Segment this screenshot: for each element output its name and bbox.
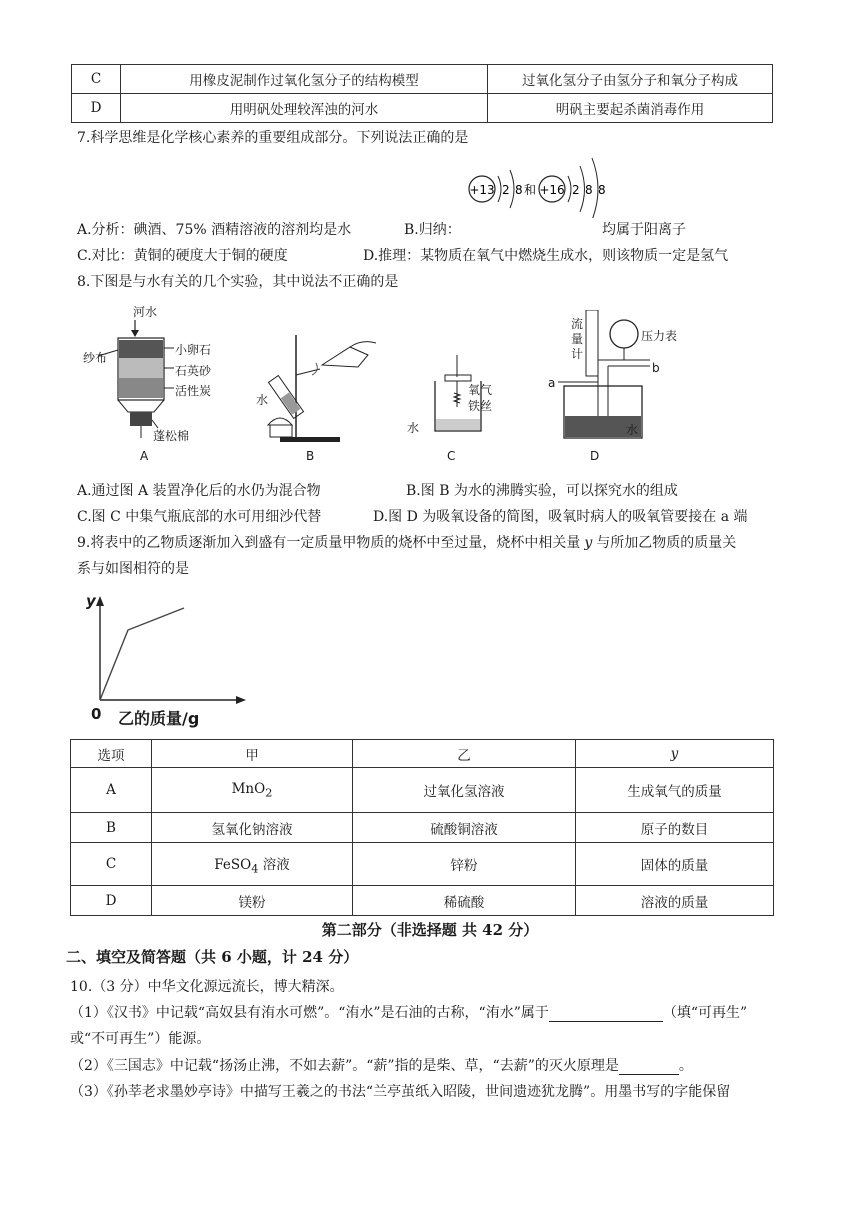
fig-c-label-wire: 铁丝 [468,399,493,413]
q10-stem: 10.（3 分）中华文化源远流长，博大精深。 [70,979,344,995]
fig-b-letter: B [306,449,315,463]
q9-stem-var: y [584,535,593,551]
fig-a-label-river: 河水 [133,305,158,319]
part2-title: 第二部分（非选择题 共 42 分） [321,921,539,939]
fig-d-label-flow: 计 [571,347,584,361]
table-cell-yi: 稀硫酸 [353,886,576,916]
join-word: 和 [524,183,537,197]
graph-origin: 0 [91,705,102,723]
q9-stem-part1: 9.将表中的乙物质逐渐加入到盛有一定质量甲物质的烧杯中至过量，烧杯中相关量 [77,535,581,551]
table-cell-option: C [71,843,152,886]
fig-b-label-water: 水 [256,393,269,407]
table-cell-option: B [71,813,152,843]
q7-option-b-prefix: B.归纳： [404,222,461,238]
option-letter: D [72,94,121,123]
q8-option-d: D.图 D 为吸氧设备的简图，吸氧时病人的吸氧管要接在 a 端 [373,509,748,525]
electron-count: 8 [585,183,593,197]
q9-stem-cont: 系与如图相符的是 [77,561,189,577]
q9-stem [77,532,736,552]
answer-blank[interactable] [619,1060,679,1075]
q8-option-c: C.图 C 中集气瓶底部的水可用细沙代替 [77,509,322,525]
q10-sub1-hint: （填“可再生” [662,1005,748,1021]
table-cell-y: 原子的数目 [576,813,774,843]
q7-option-b-suffix: 均属于阳离子 [602,222,686,238]
table-header: 乙 [353,740,576,768]
q8-option-a: A.通过图 A 装置净化后的水仍为混合物 [77,483,321,499]
table-cell-jia: 镁粉 [152,886,353,916]
table-cell-y: 溶液的质量 [576,886,774,916]
ion-structure-diagram [458,148,628,218]
table-cell-option: A [71,768,152,813]
answer-blank[interactable] [549,1007,663,1022]
nucleus-label-1: +13 [469,183,495,197]
fig-d-label-water: 水 [626,423,639,437]
q10-sub3: （3）《孙莘老求墨妙亭诗》中描写王羲之的书法“兰亭茧纸入昭陵，世间遗迹犹龙腾”。用墨书写的字能保留 [70,1084,731,1100]
formula-subscript: 4 [251,862,259,876]
figure-c-iron-burning [425,355,505,440]
table-cell-y: 固体的质量 [576,843,774,886]
fig-a-label-layer: 小卵石 [175,343,212,357]
formula: MnO [231,780,266,797]
fig-d-label-gauge: 压力表 [641,329,678,343]
electron-count: 8 [598,183,606,197]
table-cell-jia [152,768,353,813]
graph-y-label: y [86,592,96,610]
q9-graph [80,590,250,725]
fig-c-label-oxygen: 氧气 [468,383,493,397]
top-options-table [71,64,773,123]
fig-a-label-layer: 石英砂 [175,364,212,378]
formula-subscript: 2 [265,786,273,800]
figure-b-boiling [250,325,390,450]
electron-count: 8 [515,183,523,197]
q10-sub1 [70,1002,747,1022]
q7-option-d: D.推理：某物质在氧气中燃烧生成水，则该物质一定是氢气 [363,248,729,264]
fig-a-letter: A [140,449,149,463]
option-explanation: 明矾主要起杀菌消毒作用 [488,94,773,123]
fig-d-label-flow: 量 [571,332,584,346]
table-header: y [576,740,774,768]
q10-sub1-text: （1）《汉书》中记载“高奴县有洧水可燃”。“洧水”是石油的古称，“洧水”属于 [70,1005,549,1021]
table-cell-yi: 过氧化氢溶液 [353,768,576,813]
fig-d-label-flow: 流 [571,317,584,331]
fig-d-label-a: a [548,376,556,390]
fig-c-letter: C [447,449,456,463]
q9-table [70,739,774,916]
nucleus-label-2: +16 [539,183,565,197]
q10-sub2-text: （2）《三国志》中记载“扬汤止沸，不如去薪”。“薪”指的是柴、草，“去薪”的灭火原理是 [70,1058,619,1074]
fig-c-label-water: 水 [407,421,420,435]
section-title: 二、填空及简答题（共 6 小题，计 24 分） [66,948,359,966]
q9-stem-part2: 与所加乙物质的质量关 [596,535,737,551]
graph-x-label: 乙的质量/g [118,709,200,728]
table-header: 选项 [71,740,152,768]
table-header: 甲 [152,740,353,768]
q7-option-c: C.对比：黄铜的硬度大于铜的硬度 [77,248,288,264]
formula: FeSO [214,856,252,873]
fig-a-label-layer: 活性炭 [175,384,212,398]
electron-count: 2 [502,183,510,197]
table-cell-option: D [71,886,152,916]
table-cell-y: 生成氧气的质量 [576,768,774,813]
fig-d-letter: D [590,449,600,463]
option-letter: C [72,65,121,94]
q10-sub1-cont: 或“不可再生”）能源。 [70,1031,211,1047]
q7-option-a: A.分析：碘酒、75% 酒精溶液的溶剂均是水 [77,222,352,238]
table-cell-jia [152,843,353,886]
formula-tail: 溶液 [258,856,290,873]
graph-curve [100,608,184,700]
q8-stem: 8.下图是与水有关的几个实验，其中说法不正确的是 [77,274,399,290]
option-operation: 用橡皮泥制作过氧化氢分子的结构模型 [121,65,488,94]
q10-sub2 [70,1055,693,1075]
fig-a-label-cotton: 蓬松棉 [153,429,190,443]
option-operation: 用明矾处理较浑浊的河水 [121,94,488,123]
table-cell-jia: 氢氧化钠溶液 [152,813,353,843]
q10-sub2-end: 。 [678,1058,693,1074]
pressure-gauge-icon [610,320,638,348]
table-cell-yi: 锌粉 [353,843,576,886]
q8-option-b: B.图 B 为水的沸腾实验，可以探究水的组成 [406,483,678,499]
table-cell-yi: 硫酸铜溶液 [353,813,576,843]
q7-stem: 7.科学思维是化学核心素养的重要组成部分。下列说法正确的是 [77,130,469,146]
electron-count: 2 [572,183,580,197]
fig-d-label-b: b [652,361,660,375]
fig-a-label-gauze: 纱布 [83,351,108,365]
option-explanation: 过氧化氢分子由氢分子和氧分子构成 [488,65,773,94]
